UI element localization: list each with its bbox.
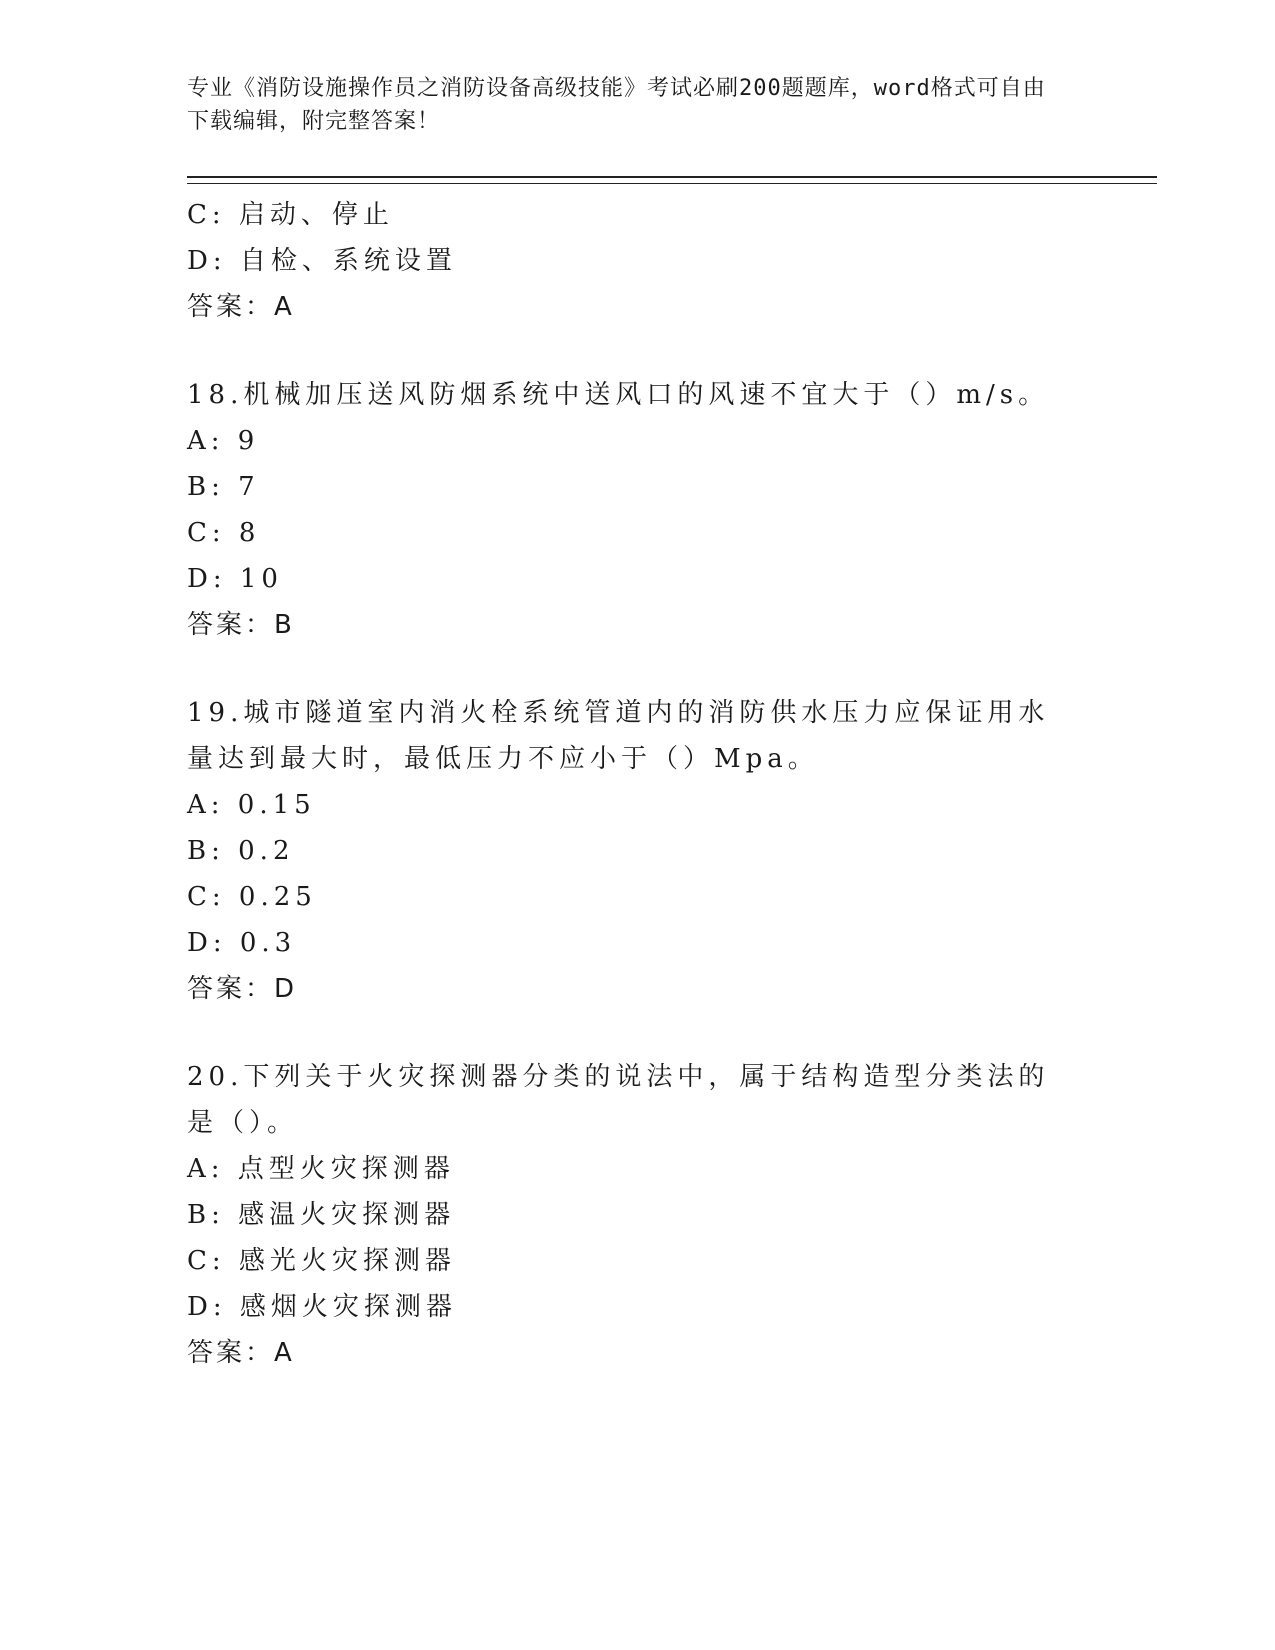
option-c: C: 启动、停止: [187, 200, 394, 230]
answer-line: 答案：B: [187, 610, 295, 640]
answer-line: 答案：A: [187, 292, 295, 322]
option-c: C: 8: [187, 518, 261, 548]
option-b: B: 7: [187, 472, 260, 502]
document-page: [187, 72, 1157, 1376]
question-list: [187, 192, 1157, 1376]
option-b: B: 0.2: [187, 836, 295, 866]
header-divider: [187, 176, 1157, 184]
question-stem: 18.机械加压送风防烟系统中送风口的风速不宜大于（）m/s。: [187, 380, 1050, 410]
answer-line: 答案：D: [187, 974, 298, 1004]
option-b: B: 感温火灾探测器: [187, 1200, 456, 1230]
option-a: A: 0.15: [187, 790, 316, 820]
option-d: D: 10: [187, 564, 283, 594]
option-d: D: 自检、系统设置: [187, 246, 457, 276]
document-header: 专业《消防设施操作员之消防设备高级技能》考试必刷200题题库，word格式可自由下载编辑，附完整答案！: [187, 76, 1046, 134]
option-c: C: 感光火灾探测器: [187, 1246, 456, 1276]
answer-line: 答案：A: [187, 1338, 295, 1368]
option-c: C: 0.25: [187, 882, 317, 912]
option-a: A: 点型火灾探测器: [187, 1154, 455, 1184]
question-stem: 20.下列关于火灾探测器分类的说法中，属于结构造型分类法的是（）。: [187, 1062, 1050, 1138]
question-stem: 19.城市隧道室内消火栓系统管道内的消防供水压力应保证用水量达到最大时，最低压力不应小于（）Mpa。: [187, 698, 1050, 774]
option-a: A: 9: [187, 426, 260, 456]
option-d: D: 0.3: [187, 928, 297, 958]
option-d: D: 感烟火灾探测器: [187, 1292, 457, 1322]
